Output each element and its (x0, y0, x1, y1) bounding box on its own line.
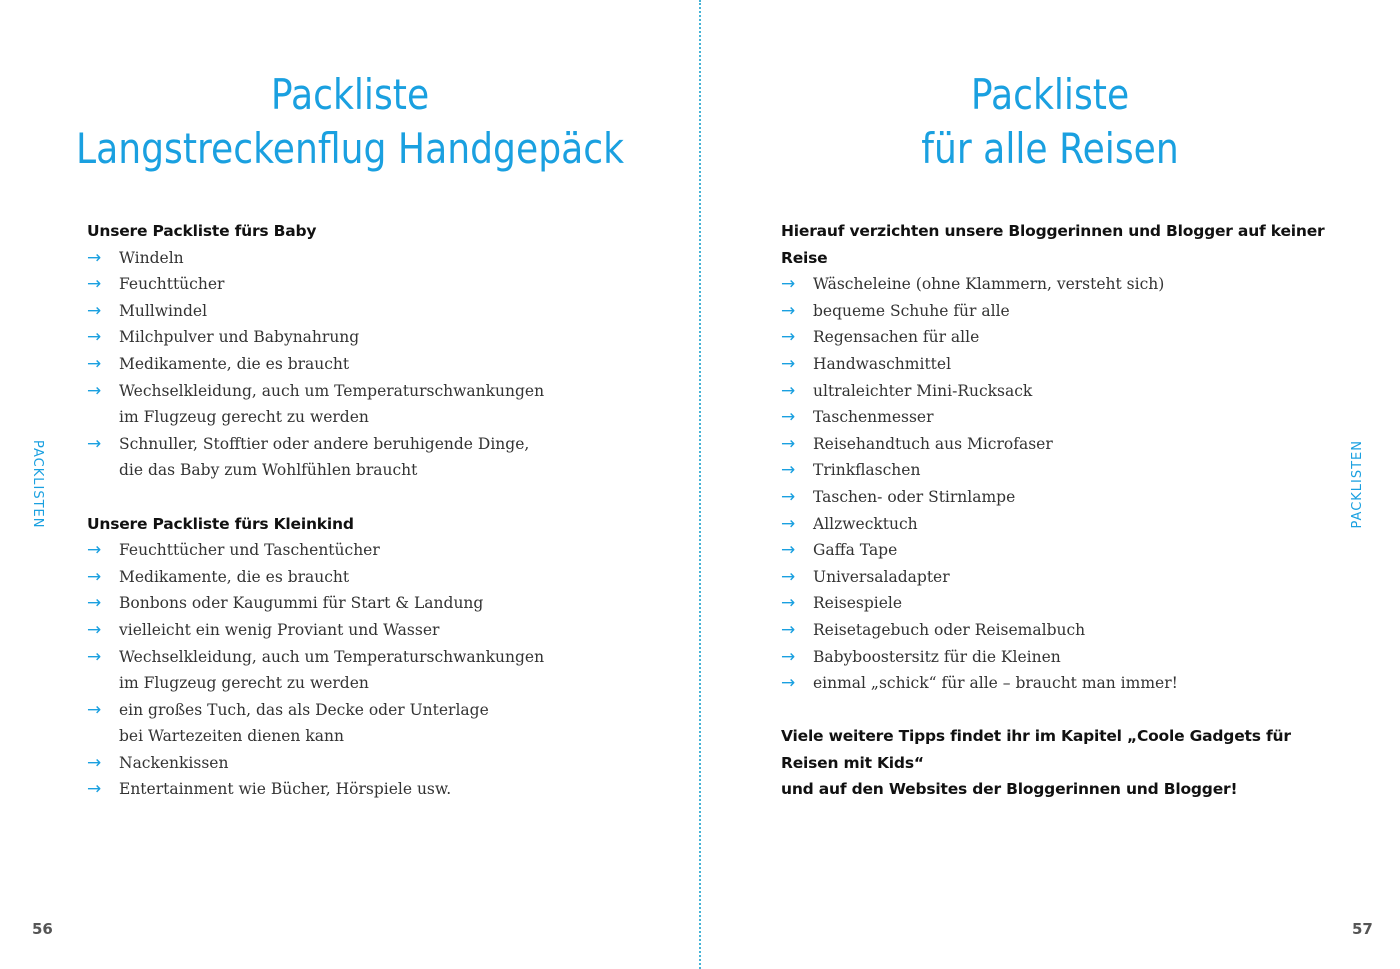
section-heading: Hierauf verzichten unsere Bloggerinnen und Blogger auf keiner Reise (781, 222, 1325, 267)
arrow-right-icon: → (87, 593, 102, 614)
list-item (87, 617, 647, 644)
right-page (700, 0, 1400, 969)
list-item (781, 564, 1341, 591)
list-item (87, 644, 647, 697)
list-item-text: Bonbons oder Kaugummi für Start & Landung (119, 594, 484, 613)
list-item-text: Gaffa Tape (813, 541, 898, 560)
list-item-text: Reisetagebuch oder Reisemalbuch (813, 620, 1086, 639)
arrow-right-icon: → (87, 646, 102, 667)
list-item (87, 537, 647, 564)
list-item-text: Taschen- oder Stirnlampe (813, 487, 1016, 506)
list-item-text: Medikamente, die es braucht (119, 354, 350, 373)
list-item-text: Allzwecktuch (813, 514, 918, 533)
list-item (87, 697, 647, 750)
arrow-right-icon: → (87, 353, 102, 374)
arrow-right-icon: → (87, 619, 102, 640)
footer-note (781, 723, 1341, 803)
list-item-text: Babyboostersitz für die Kleinen (813, 647, 1061, 666)
arrow-right-icon: → (87, 752, 102, 773)
arrow-right-icon: → (781, 274, 796, 295)
list-item (781, 298, 1341, 325)
list-item (87, 564, 647, 591)
list-item-text: Handwaschmittel (813, 354, 952, 373)
arrow-right-icon: → (87, 566, 102, 587)
list-item-text: Mullwindel (119, 301, 208, 320)
list-item (87, 324, 647, 351)
list-item-text: Trinkflaschen (813, 461, 921, 480)
arrow-right-icon: → (781, 619, 796, 640)
list-item (781, 378, 1341, 405)
list-item-text: Reisespiele (813, 594, 903, 613)
footer-note-line-1: Viele weitere Tipps findet ihr im Kapitel „Coole Gadgets für Reisen mit Kids“ (781, 727, 1291, 772)
list-item (781, 484, 1341, 511)
arrow-right-icon: → (781, 380, 796, 401)
list-item (87, 351, 647, 378)
list-item-text: Universaladapter (813, 567, 950, 586)
arrow-right-icon: → (87, 327, 102, 348)
list-item-text: ein großes Tuch, das als Decke oder Unterlage (119, 700, 489, 719)
arrow-right-icon: → (87, 274, 102, 295)
list-item (781, 324, 1341, 351)
section-gap (87, 484, 647, 511)
right-side-label: PACKLISTEN (1350, 440, 1365, 529)
list-item (781, 617, 1341, 644)
arrow-right-icon: → (781, 486, 796, 507)
list-item-text: Windeln (119, 248, 184, 267)
list-item-text: bequeme Schuhe für alle (813, 301, 1010, 320)
list-item-text: die das Baby zum Wohlfühlen braucht (119, 461, 418, 480)
list-item-text: bei Wartezeiten dienen kann (119, 727, 344, 746)
left-side-label: PACKLISTEN (30, 440, 45, 529)
right-page-number: 57 (1352, 920, 1373, 938)
list-item (781, 537, 1341, 564)
list-item-text: Taschenmesser (813, 408, 934, 427)
list-item (781, 457, 1341, 484)
left-title-line-2: Langstreckenflug Handgepäck (75, 124, 625, 173)
arrow-right-icon: → (781, 353, 796, 374)
packing-list (87, 245, 647, 484)
list-item (781, 511, 1341, 538)
list-item-text: Schnuller, Stofftier oder andere beruhigende Dinge, (119, 434, 530, 453)
arrow-right-icon: → (781, 327, 796, 348)
list-item (87, 271, 647, 298)
left-content (87, 218, 647, 803)
arrow-right-icon: → (781, 433, 796, 454)
list-item (87, 245, 647, 272)
arrow-right-icon: → (87, 699, 102, 720)
list-item-text: Reisehandtuch aus Microfaser (813, 434, 1053, 453)
arrow-right-icon: → (781, 513, 796, 534)
list-item-text: vielleicht ein wenig Proviant und Wasser (119, 620, 440, 639)
arrow-right-icon: → (781, 407, 796, 428)
list-item (781, 404, 1341, 431)
list-item-text: Milchpulver und Babynahrung (119, 328, 360, 347)
arrow-right-icon: → (781, 460, 796, 481)
arrow-right-icon: → (781, 646, 796, 667)
list-item-text: Feuchttücher und Taschentücher (119, 541, 380, 560)
arrow-right-icon: → (781, 673, 796, 694)
list-item (87, 378, 647, 431)
section-heading: Unsere Packliste fürs Baby (87, 222, 317, 240)
list-item (781, 431, 1341, 458)
arrow-right-icon: → (781, 566, 796, 587)
arrow-right-icon: → (87, 247, 102, 268)
packing-list (781, 271, 1341, 697)
arrow-right-icon: → (781, 540, 796, 561)
list-item-text: Wechselkleidung, auch um Temperaturschwankungen (119, 647, 545, 666)
right-title-line-2: für alle Reisen (921, 124, 1179, 173)
right-page-title (749, 68, 1351, 176)
list-item (87, 776, 647, 803)
packing-list (87, 537, 647, 803)
list-item (87, 590, 647, 617)
left-page-number: 56 (32, 920, 53, 938)
arrow-right-icon: → (781, 593, 796, 614)
right-title-line-1: Packliste (970, 70, 1130, 119)
list-item-text: Regensachen für alle (813, 328, 980, 347)
list-item (781, 351, 1341, 378)
list-item (781, 590, 1341, 617)
list-item-text: ultraleichter Mini-Rucksack (813, 381, 1033, 400)
list-item-text: Nackenkissen (119, 753, 229, 772)
list-item (87, 431, 647, 484)
footer-note-line-2: und auf den Websites der Bloggerinnen und Blogger! (781, 780, 1238, 799)
list-item-text: Wechselkleidung, auch um Temperaturschwankungen (119, 381, 545, 400)
list-item-text: einmal „schick“ für alle – braucht man immer! (813, 674, 1178, 693)
arrow-right-icon: → (87, 540, 102, 561)
list-item (87, 750, 647, 777)
right-content (781, 218, 1341, 697)
list-item-text: Feuchttücher (119, 275, 225, 294)
list-item-text: Medikamente, die es braucht (119, 567, 350, 586)
arrow-right-icon: → (87, 433, 102, 454)
section-heading: Unsere Packliste fürs Kleinkind (87, 514, 354, 533)
arrow-right-icon: → (87, 380, 102, 401)
list-item (87, 298, 647, 325)
arrow-right-icon: → (87, 300, 102, 321)
arrow-right-icon: → (87, 779, 102, 800)
list-item-text: Entertainment wie Bücher, Hörspiele usw. (119, 780, 452, 799)
list-item (781, 670, 1341, 697)
list-item-text: im Flugzeug gerecht zu werden (119, 408, 369, 427)
list-item (781, 271, 1341, 298)
arrow-right-icon: → (781, 300, 796, 321)
left-title-line-1: Packliste (270, 70, 430, 119)
list-item-text: im Flugzeug gerecht zu werden (119, 674, 369, 693)
list-item-text: Wäscheleine (ohne Klammern, versteht sich) (813, 275, 1165, 294)
left-page-title (49, 68, 651, 176)
list-item (781, 644, 1341, 671)
